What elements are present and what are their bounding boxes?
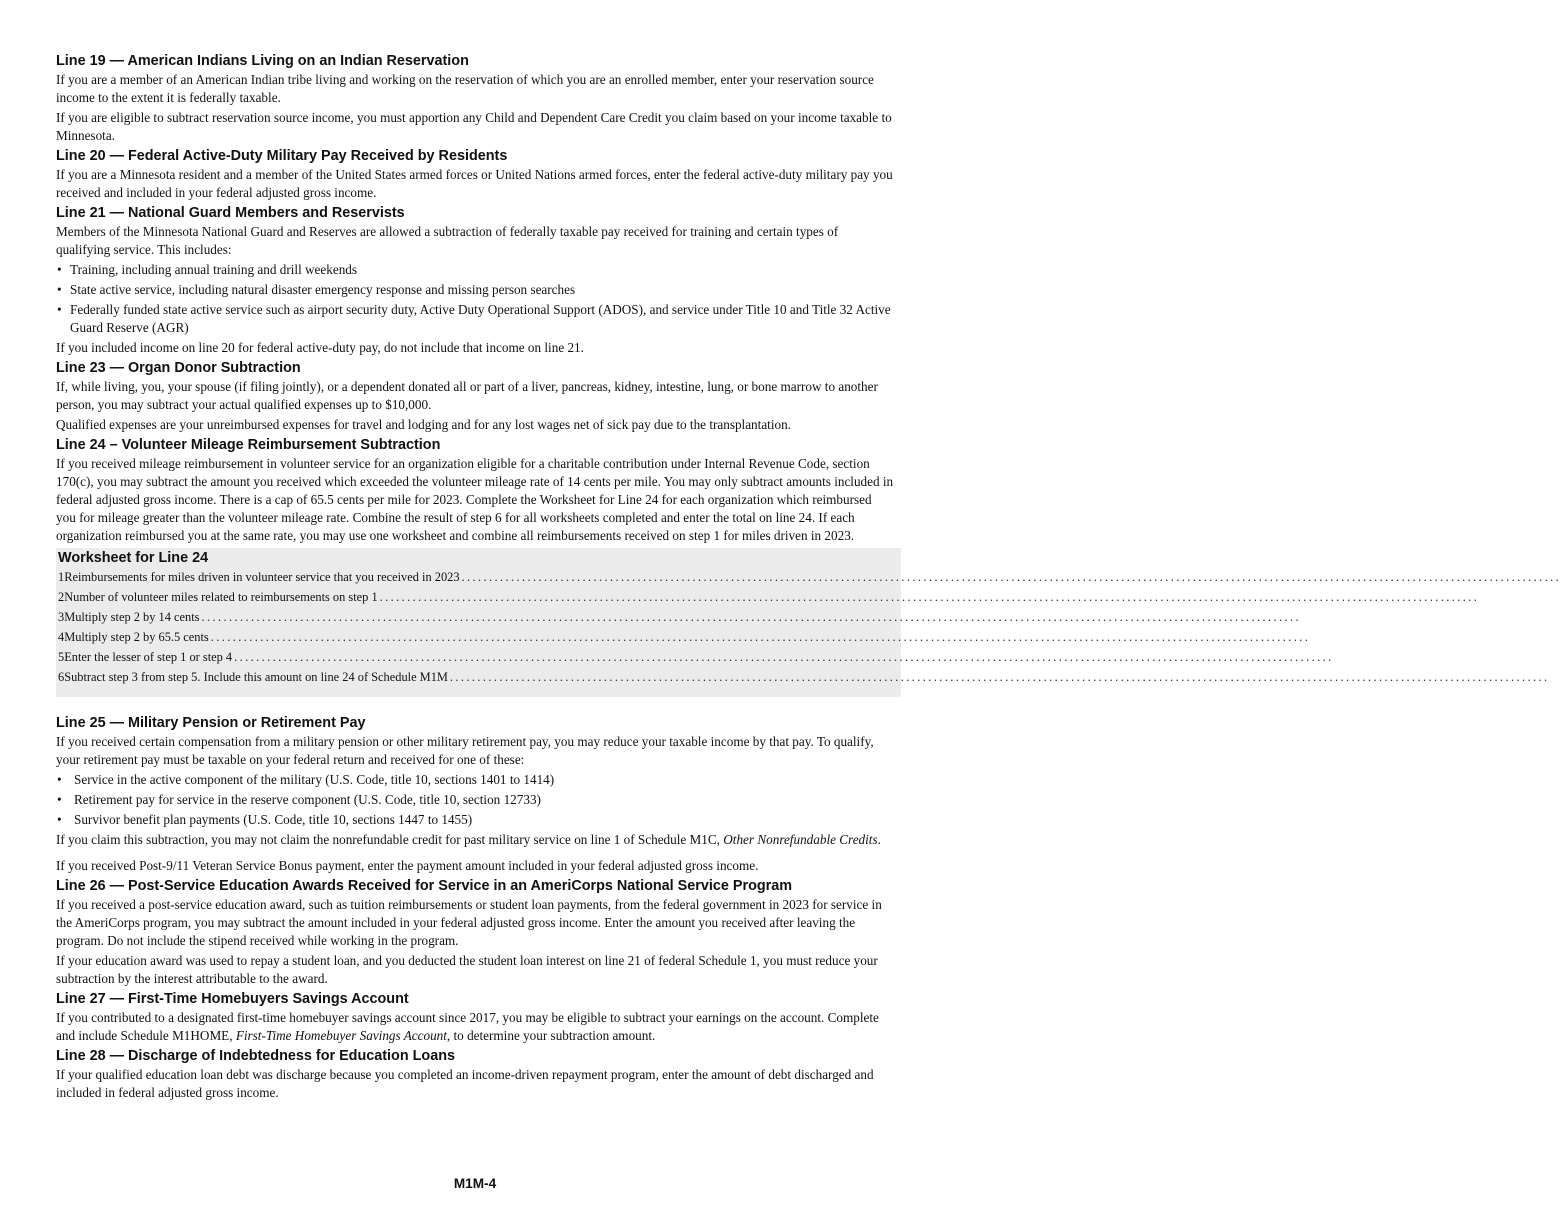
section-line-27 [56, 991, 894, 1045]
worksheet-title: Worksheet for Line 24 [58, 550, 209, 566]
step-number: 5 [58, 650, 65, 664]
list-item: • Federally funded state active service such as airport security duty, Active Duty Operational Support (ADOS), and service under Title 10 and Title 32 Active Guard Reserve (AGR) [56, 301, 894, 337]
paragraph: If you are a member of an American Indian tribe living and working on the reservation of which you are an enrolled member, enter your reservation source income to the extent it is federally taxable. [56, 72, 874, 105]
worksheet-row [58, 587, 1480, 607]
paragraph: If your qualified education loan debt was discharge because you completed an income-driven repayment program, enter the amount of debt discharged and included in federal adjusted gross income. [56, 1067, 874, 1100]
paragraph: If you received mileage reimbursement in volunteer service for an organization eligible for a charitable contribution under Internal Revenue Code, section 170(c), you may subtract the amount you received which exceeded the volunteer mileage rate of 14 cents per mile. You may only subtract amounts included in federal adjusted gross income. There is a cap of 65.5 cents per mile for 2023. Complete the Worksheet for Line 24 for each organization which reimbursed you for mileage greater than the volunteer mileage rate. Combine the result of step 6 for all worksheets completed and enter the total on line 24. If each organization reimbursed you at the same rate, you may use one worksheet and combine all reimbursements received on step 1 for miles driven in 2023. [56, 456, 894, 543]
step-number: 4 [58, 630, 65, 644]
section-heading: Line 25 — Military Pension or Retirement Pay [56, 715, 366, 731]
step-label: Number of volunteer miles related to reimbursements on step 1 [64, 590, 378, 604]
section-line-20 [56, 148, 894, 202]
form-title: First-Time Homebuyer Savings Account [235, 1028, 447, 1043]
step-number: 6 [58, 670, 65, 684]
paragraph-text: , to determine your subtraction amount. [446, 1028, 656, 1043]
section-heading: Line 23 — Organ Donor Subtraction [56, 360, 301, 376]
section-heading: Line 28 — Discharge of Indebtedness for Education Loans [56, 1048, 456, 1064]
paragraph: If you are eligible to subtract reservation source income, you must apportion any Child and Dependent Care Credit you claim based on your income taxable to Minnesota. [56, 110, 892, 143]
worksheet-row [58, 607, 1301, 627]
dot-leader: ........................................................................................................................................................................................................ [461, 570, 1561, 584]
section-line-28 [56, 1048, 894, 1102]
section-line-24 [56, 437, 894, 545]
paragraph: If, while living, you, your spouse (if filing jointly), or a dependent donated all or part of a liver, pancreas, kidney, intestine, lung, or bone marrow to another person, you may subtract your actual qualified expenses up to $10,000. [56, 379, 878, 412]
paragraph: If you received Post-9/11 Veteran Service Bonus payment, enter the payment amount included in your federal adjusted gross income. [56, 858, 759, 873]
paragraph-text: If you contributed to a designated first-time homebuyer savings account since 2017, you may be eligible to subtract your earnings on the account. Complete and include Schedule M1HOME, [56, 1010, 879, 1043]
step-number: 1 [58, 570, 65, 584]
list-item: • Retirement pay for service in the reserve component (U.S. Code, title 10, section 12733) [56, 791, 894, 809]
section-line-21 [56, 205, 894, 357]
worksheet-row [58, 627, 1311, 647]
worksheet-line-24 [56, 548, 1561, 697]
dot-leader: ........................................................................................................................................................................................................ [210, 630, 1311, 644]
paragraph [56, 1009, 894, 1045]
worksheet-row [58, 647, 1334, 667]
dot-leader: ........................................................................................................................................................................................................ [234, 650, 1334, 664]
bullet-list [56, 261, 894, 337]
step-label: Reimbursements for miles driven in volunteer service that you received in 2023 [64, 570, 460, 584]
step-number: 3 [58, 610, 65, 624]
paragraph: Members of the Minnesota National Guard and Reserves are allowed a subtraction of federally taxable pay received for training and certain types of qualifying service. This includes: [56, 224, 839, 257]
list-item: • Survivor benefit plan payments (U.S. Code, title 10, sections 1447 to 1455) [56, 811, 894, 829]
paragraph: If you included income on line 20 for federal active-duty pay, do not include that income on line 21. [56, 340, 584, 355]
paragraph: If you received a post-service education award, such as tuition reimbursements or student loan payments, from the federal government in 2023 for service in the AmeriCorps program, you may subtract the amount included in your federal adjusted gross income. Enter the amount you received after leaving the program. Do not include the stipend received while working in the program. [56, 897, 882, 948]
paragraph: Qualified expenses are your unreimbursed expenses for travel and lodging and for any lost wages net of sick pay due to the transplantation. [56, 417, 791, 432]
section-line-19 [56, 53, 894, 145]
step-label: Subtract step 3 from step 5. Include this amount on line 24 of Schedule M1M [64, 670, 448, 684]
section-heading: Line 27 — First-Time Homebuyers Savings Account [56, 991, 409, 1007]
paragraph-text: . [877, 832, 881, 847]
list-item: • Service in the active component of the military (U.S. Code, title 10, sections 1401 to 1414) [56, 771, 894, 789]
paragraph-text: If you claim this subtraction, you may not claim the nonrefundable credit for past military service on line 1 of Schedule M1C, [56, 832, 724, 847]
paragraph: If you are a Minnesota resident and a member of the United States armed forces or United Nations armed forces, enter the federal active-duty military pay you received and included in your federal adjusted gross income. [56, 167, 893, 200]
list-item: • Training, including annual training and drill weekends [56, 261, 894, 279]
form-title: Other Nonrefundable Credits [723, 832, 878, 847]
section-line-23 [56, 360, 894, 434]
section-heading: Line 26 — Post-Service Education Awards Received for Service in an AmeriCorps National Service Program [56, 878, 793, 894]
step-label: Multiply step 2 by 14 cents [64, 610, 200, 624]
worksheet-row [58, 567, 1561, 587]
bullet-list [56, 771, 894, 829]
section-line-26 [56, 878, 894, 988]
paragraph: If you received certain compensation from a military pension or other military retirement pay, you may reduce your taxable income by that pay. To qualify, your retirement pay must be taxable on your federal return and received for one of these: [56, 734, 874, 767]
step-label: Enter the lesser of step 1 or step 4 [64, 650, 233, 664]
paragraph: If your education award was used to repay a student loan, and you deducted the student loan interest on line 21 of federal Schedule 1, you must reduce your subtraction by the interest attributable to the award. [56, 953, 878, 986]
worksheet-row [58, 667, 1550, 687]
paragraph [56, 831, 894, 849]
dot-leader: ........................................................................................................................................................................................................ [449, 670, 1550, 684]
section-heading: Line 24 – Volunteer Mileage Reimbursement Subtraction [56, 437, 441, 453]
page-number: M1M-4 [453, 1176, 497, 1191]
section-heading: Line 20 — Federal Active-Duty Military Pay Received by Residents [56, 148, 508, 164]
section-heading: Line 19 — American Indians Living on an Indian Reservation [56, 53, 469, 69]
step-number: 2 [58, 590, 65, 604]
section-line-25 [56, 715, 894, 875]
section-heading: Line 21 — National Guard Members and Reservists [56, 205, 405, 221]
step-label: Multiply step 2 by 65.5 cents [64, 630, 209, 644]
dot-leader: ........................................................................................................................................................................................................ [201, 610, 1301, 624]
list-item: • State active service, including natural disaster emergency response and missing person searches [56, 281, 894, 299]
dot-leader: ........................................................................................................................................................................................................ [379, 590, 1480, 604]
